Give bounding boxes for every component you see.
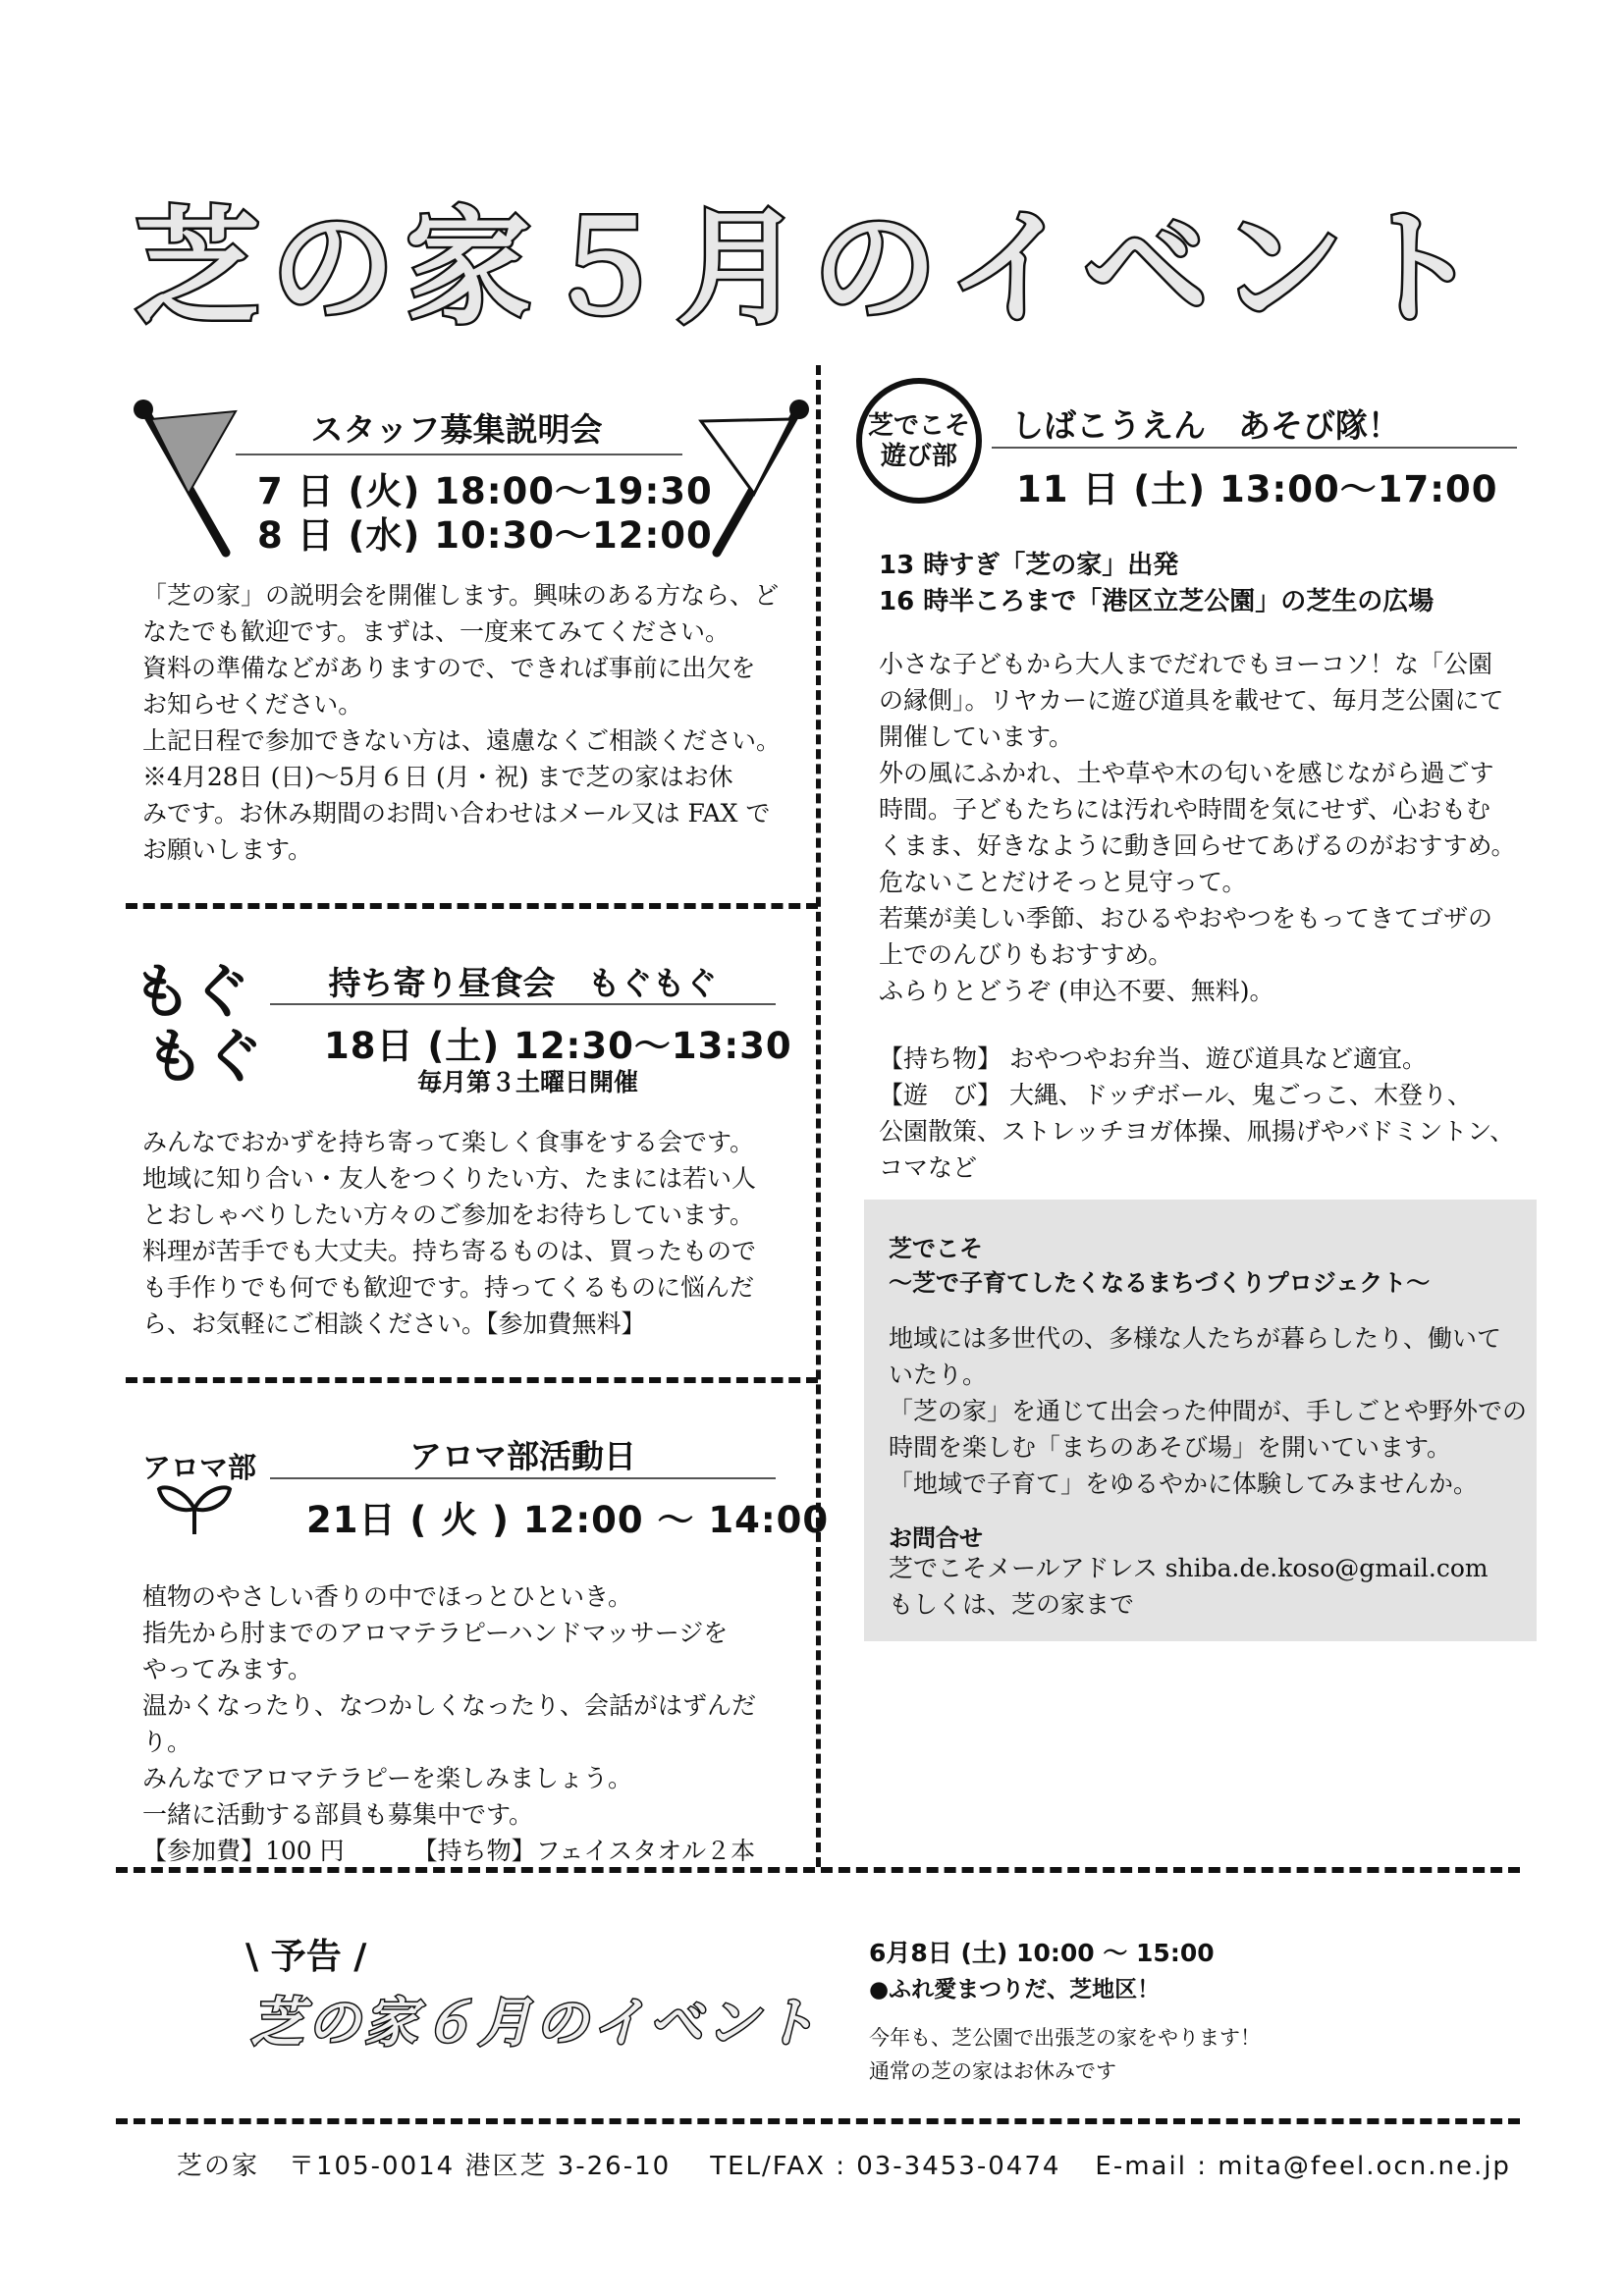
june-title: 芝の家６月のイベント (250, 1992, 820, 2054)
project-contact-alt: もしくは、芝の家まで (889, 1590, 1135, 1619)
mogu-date: 18日 (土) 12:30〜13:30 (324, 1025, 792, 1067)
mogu-icon-line-1: もぐ (133, 958, 250, 1027)
asobi-body-line: 開催しています。 (879, 722, 1074, 751)
june-date: 6月8日 (土) 10:00 〜 15:00 (869, 1939, 1215, 1967)
mogu-body-line: 料理が苦手でも大丈夫。持ち寄るものは、買ったもので (142, 1237, 757, 1265)
staff-body-line: なたでも歓迎です。まずは、一度来てみてください。 (142, 617, 731, 646)
project-body-line: 地域には多世代の、多様な人たちが暮らしたり、働いて (889, 1324, 1502, 1353)
slash-left-icon: \ (245, 1937, 271, 1977)
staff-date-2: 8 日 (水) 10:30〜12:00 (257, 514, 713, 557)
aroma-icon-label: アロマ部 (142, 1451, 257, 1484)
divider-footer (116, 2118, 1520, 2124)
asobi-items-line: 【遊 び】 大縄、ドッヂボール、鬼ごっこ、木登り、 (879, 1081, 1472, 1109)
page-title: 芝の家５月のイベント (134, 195, 1489, 342)
asobi-body-line: 危ないことだけそっと見守って。 (879, 868, 1247, 896)
staff-body-line: 「芝の家」の説明会を開催します。興味のある方なら、ど (142, 581, 780, 610)
june-yokoku-label: 予告 (270, 1937, 342, 1977)
staff-date-1: 7 日 (火) 18:00〜19:30 (257, 470, 713, 512)
footer-email: E-mail : mita@feel.ocn.ne.jp (1095, 2152, 1511, 2181)
asobi-title: しばこうえん あそび隊！ (1011, 406, 1400, 445)
divider-june (116, 1867, 1520, 1873)
june-desc-1: 今年も、芝公園で出張芝の家をやります！ (869, 2026, 1261, 2050)
aroma-body-line: 指先から肘までのアロマテラピーハンドマッサージを (142, 1619, 729, 1647)
project-body-line: 「芝の家」を通じて出会った仲間が、手しごとや野外での (889, 1397, 1528, 1425)
footer-tel: TEL/FAX : 03-3453-0474 (710, 2152, 1061, 2181)
asobi-body-line: 時間。子どもたちには汚れや時間を気にせず、心おもむ (879, 795, 1491, 824)
mogu-body-line: 地域に知り合い・友人をつくりたい方、たまには若い人 (142, 1164, 757, 1193)
footer-name: 芝の家 (177, 2152, 260, 2181)
project-title-1: 芝でこそ (889, 1235, 983, 1262)
asobi-date: 11 日 (土) 13:00〜17:00 (1016, 468, 1498, 510)
aroma-description (142, 1578, 790, 1869)
aroma-body-line: みんなでアロマテラピーを楽しみましょう。 (142, 1764, 633, 1792)
staff-body-line: お知らせください。 (142, 690, 363, 719)
asobi-body-line: 小さな子どもから大人までだれでもヨーコソ！な「公園 (879, 650, 1493, 678)
aroma-fee: 【参加費】100 円 (142, 1837, 345, 1865)
badge-line-1: 芝でこそ (867, 411, 970, 441)
asobi-body-line: 外の風にふかれ、土や草や木の匂いを感じながら過ごす (879, 759, 1494, 787)
sprout-icon (155, 1477, 234, 1536)
staff-body-line: 上記日程で参加できない方は、遠慮なくご相談ください。 (142, 726, 782, 755)
asobi-items-line: 【持ち物】 おやつやお弁当、遊び道具など適宜。 (879, 1044, 1427, 1073)
mogu-description (142, 1124, 790, 1342)
june-event: ●ふれ愛まつりだ、芝地区！ (869, 1977, 1161, 2002)
staff-body-line: みです。お休み期間のお問い合わせはメール又は FAX で (142, 799, 771, 828)
divider-mogu-aroma (126, 1377, 818, 1383)
project-contact-label: お問合せ (889, 1524, 983, 1552)
mogu-body-line: ら、お気軽にご相談ください。【参加費無料】 (142, 1309, 646, 1338)
staff-description (142, 577, 790, 868)
aroma-items: 【持ち物】フェイスタオル２本 (412, 1837, 756, 1865)
mogu-title: 持ち寄り昼食会 もぐもぐ (328, 964, 718, 1002)
asobi-body-line: 上でのんびりもおすすめ。 (879, 940, 1173, 969)
asobi-items-line: 公園散策、ストレッチヨガ体操、凧揚げやバドミントン、 (879, 1117, 1515, 1146)
mogu-note: 毎月第３土曜日開催 (417, 1068, 639, 1096)
project-contact (889, 1550, 1527, 1623)
asobi-sub-2: 16 時半ころまで「港区立芝公園」の芝生の広場 (879, 587, 1435, 616)
june-desc-2: 通常の芝の家はお休みです (869, 2059, 1116, 2083)
asobi-badge (856, 378, 982, 504)
staff-body-line: ※4月28日 (日)〜5月６日 (月・祝) まで芝の家はお休 (142, 763, 733, 791)
aroma-date: 21日 ( 火 ) 12:00 〜 14:00 (306, 1499, 830, 1541)
asobi-items-line: コマなど (879, 1153, 978, 1182)
mogu-title-rule (270, 1003, 776, 1005)
june-yokoku (245, 1929, 366, 1979)
asobi-sub-1: 13 時すぎ「芝の家」出発 (879, 551, 1179, 580)
mogu-body-line: とおしゃべりしたい方々のご参加をお待ちしています。 (142, 1201, 755, 1229)
mogu-body-line: みんなでおかずを持ち寄って楽しく食事をする会です。 (142, 1128, 755, 1156)
divider-staff-mogu (126, 903, 818, 909)
project-title-2: 〜芝で子育てしたくなるまちづくりプロジェクト〜 (889, 1269, 1431, 1297)
aroma-title: アロマ部活動日 (409, 1437, 636, 1475)
mogu-icon-line-2: もぐ (145, 1023, 263, 1092)
project-body-line: 時間を楽しむ「まちのあそび場」を開いています。 (889, 1433, 1452, 1462)
asobi-title-rule (992, 447, 1517, 449)
asobi-body-line: の縁側」。リヤカーに遊び道具を載せて、毎月芝公園にて (879, 686, 1504, 715)
footer-address: 〒105-0014 港区芝 3-26-10 (289, 2152, 672, 2181)
aroma-title-rule (270, 1477, 776, 1479)
staff-title: スタッフ募集説明会 (310, 410, 603, 449)
project-box (864, 1200, 1537, 1641)
aroma-fee-row (142, 1833, 790, 1869)
project-contact-email: 芝でこそメールアドレス shiba.de.koso@gmail.com (889, 1554, 1489, 1582)
asobi-items (879, 1041, 1546, 1186)
aroma-body-line: 一緒に活動する部員も募集中です。 (142, 1800, 534, 1829)
staff-body-line: お願いします。 (142, 835, 313, 864)
aroma-body-line: 温かくなったり、なつかしくなったり、会話がはずんだり。 (142, 1691, 757, 1756)
asobi-body-line: くまま、好きなように動き回らせてあげるのがおすすめ。 (879, 831, 1516, 860)
project-description (889, 1320, 1527, 1502)
staff-title-rule (236, 454, 682, 455)
badge-line-2: 遊び部 (880, 442, 957, 471)
project-body-line: いたり。 (889, 1361, 988, 1389)
project-body-line: 「地域で子育て」をゆるやかに体験してみませんか。 (889, 1469, 1479, 1498)
slash-right-icon: / (341, 1937, 367, 1977)
staff-body-line: 資料の準備などがありますので、できれば事前に出欠を (142, 654, 756, 682)
center-divider (816, 365, 821, 1867)
footer (177, 2146, 1511, 2182)
aroma-body-line: やってみます。 (142, 1655, 313, 1683)
aroma-body-line: 植物のやさしい香りの中でほっとひといき。 (142, 1582, 633, 1611)
asobi-body-line: ふらりとどうぞ (申込不要、無料)。 (879, 977, 1274, 1005)
asobi-body-line: 若葉が美しい季節、おひるやおやつをもってきてゴザの (879, 904, 1493, 933)
mogu-body-line: も手作りでも何でも歓迎です。持ってくるものに悩んだ (142, 1273, 755, 1302)
asobi-description (879, 646, 1546, 1009)
